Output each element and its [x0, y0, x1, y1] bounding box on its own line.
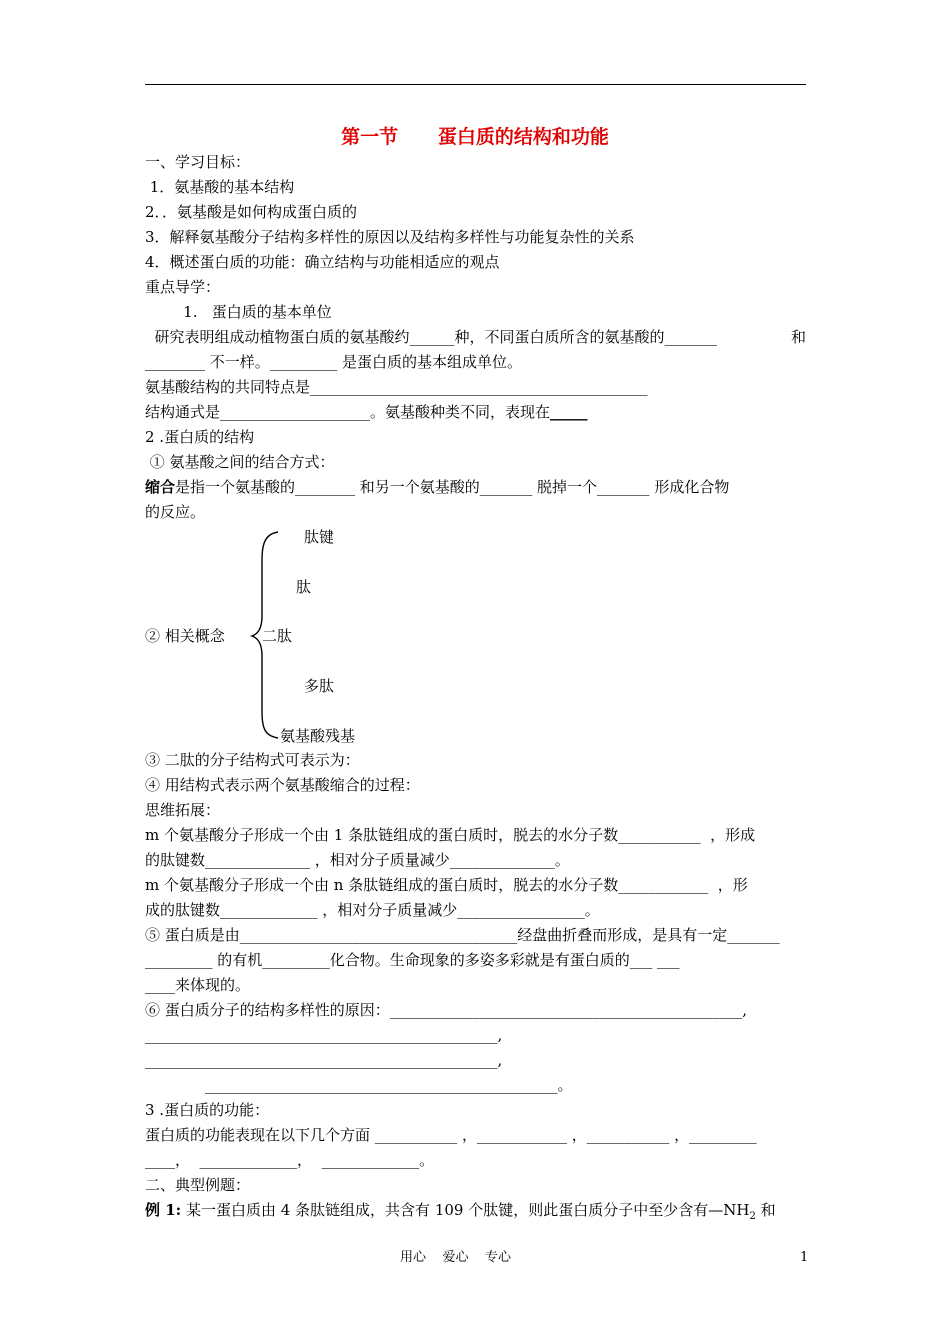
text-line: ________ 不一样。_________ 是蛋白质的基本组成单位。 — [145, 353, 523, 371]
text-line: ① 氨基酸之间的结合方式： — [145, 453, 335, 471]
text-line: 结构通式是____________________。氨基酸种类不同，表现在_____ — [145, 403, 588, 421]
text-line: ⑤ 蛋白质是由_____________________________________经盘曲折叠而形成，是具有一定_______ — [145, 926, 780, 944]
text-line: ____来体现的。 — [145, 976, 251, 994]
text-line: 的反应。 — [145, 503, 206, 521]
section-heading-2: 二、典型例题： — [145, 1176, 251, 1194]
page-title: 第一节 蛋白质的结构和功能 — [341, 126, 609, 148]
text-line: 的肽键数______________ ，相对分子质量减少______________。 — [145, 851, 570, 869]
concept-peptide-bond: 肽键 — [304, 528, 335, 546]
text-line: ⑥ 蛋白质分子的结构多样性的原因：_______________________________________________, — [145, 1001, 748, 1019]
text-line: 缩合是指一个氨基酸的________ 和另一个氨基酸的_______ 脱掉一个_______ 形成化合物 — [145, 478, 730, 496]
text-line: 氨基酸结构的共同特点是_____________________________________________ — [145, 378, 648, 396]
objective-1: 1．氨基酸的基本结构 — [145, 178, 295, 196]
header-rule — [145, 84, 806, 85]
subsection-3: 3 .蛋白质的功能： — [145, 1101, 270, 1119]
bold-term: 缩合 — [145, 478, 176, 496]
concept-label: ② 相关概念 — [145, 627, 225, 645]
subsection-2: 2 .蛋白质的结构 — [145, 428, 255, 446]
text-line: 思维拓展： — [145, 801, 221, 819]
text-line: m 个氨基酸分子形成一个由 1 条肽链组成的蛋白质时，脱去的水分子数___________ ，形成 — [145, 826, 756, 844]
text-line: 成的肽键数_____________ ，相对分子质量减少_________________。 — [145, 901, 600, 919]
text-line: _______________________________________________。 — [205, 1076, 573, 1094]
text-line: 蛋白质的功能表现在以下几个方面 ___________ ，____________ ，___________ ，_________ — [145, 1126, 757, 1144]
objective-3: 3．解释氨基酸分子结构多样性的原因以及结构多样性与功能复杂性的关系 — [145, 228, 635, 246]
text-line: ③ 二肽的分子结构式可表示为： — [145, 751, 360, 769]
text-line: ④ 用结构式表示两个氨基酸缩合的过程： — [145, 776, 420, 794]
subsection-1: 1. 蛋白质的基本单位 — [145, 303, 332, 321]
text-line-end: 和 — [791, 328, 807, 346]
text-line: 研究表明组成动植物蛋白质的氨基酸约______种，不同蛋白质所含的氨基酸的_______ — [145, 328, 718, 346]
footer-motto: 用心 爱心 专心 — [400, 1250, 512, 1265]
text-line: _______________________________________________, — [145, 1026, 503, 1044]
concept-dipeptide: 二肽 — [262, 627, 293, 645]
section-heading: 一、学习目标： — [145, 153, 251, 171]
guide-heading: 重点导学： — [145, 278, 221, 296]
text-line: m 个氨基酸分子形成一个由 n 条肽链组成的蛋白质时，脱去的水分子数____________ ，形 — [145, 876, 748, 894]
text-line: _______________________________________________, — [145, 1051, 503, 1069]
concept-peptide: 肽 — [296, 578, 312, 596]
objective-2: 2．．氨基酸是如何构成蛋白质的 — [145, 203, 358, 221]
page-number: 1 — [800, 1250, 809, 1265]
text-line: _________ 的有机_________化合物。生命现象的多姿多彩就是有蛋白质的___ ___ — [145, 951, 680, 969]
example-1: 例 1: 某一蛋白质由 4 条肽链组成，共含有 109 个肽键，则此蛋白质分子中至少含有$—NH_2$ 和 — [145, 1201, 776, 1222]
objective-4: 4．概述蛋白质的功能：确立结构与功能相适应的观点 — [145, 253, 500, 271]
concept-polypeptide: 多肽 — [304, 677, 335, 695]
text-line: ____， _____________， _____________。 — [145, 1151, 435, 1169]
concept-residue: 氨基酸残基 — [280, 727, 356, 745]
